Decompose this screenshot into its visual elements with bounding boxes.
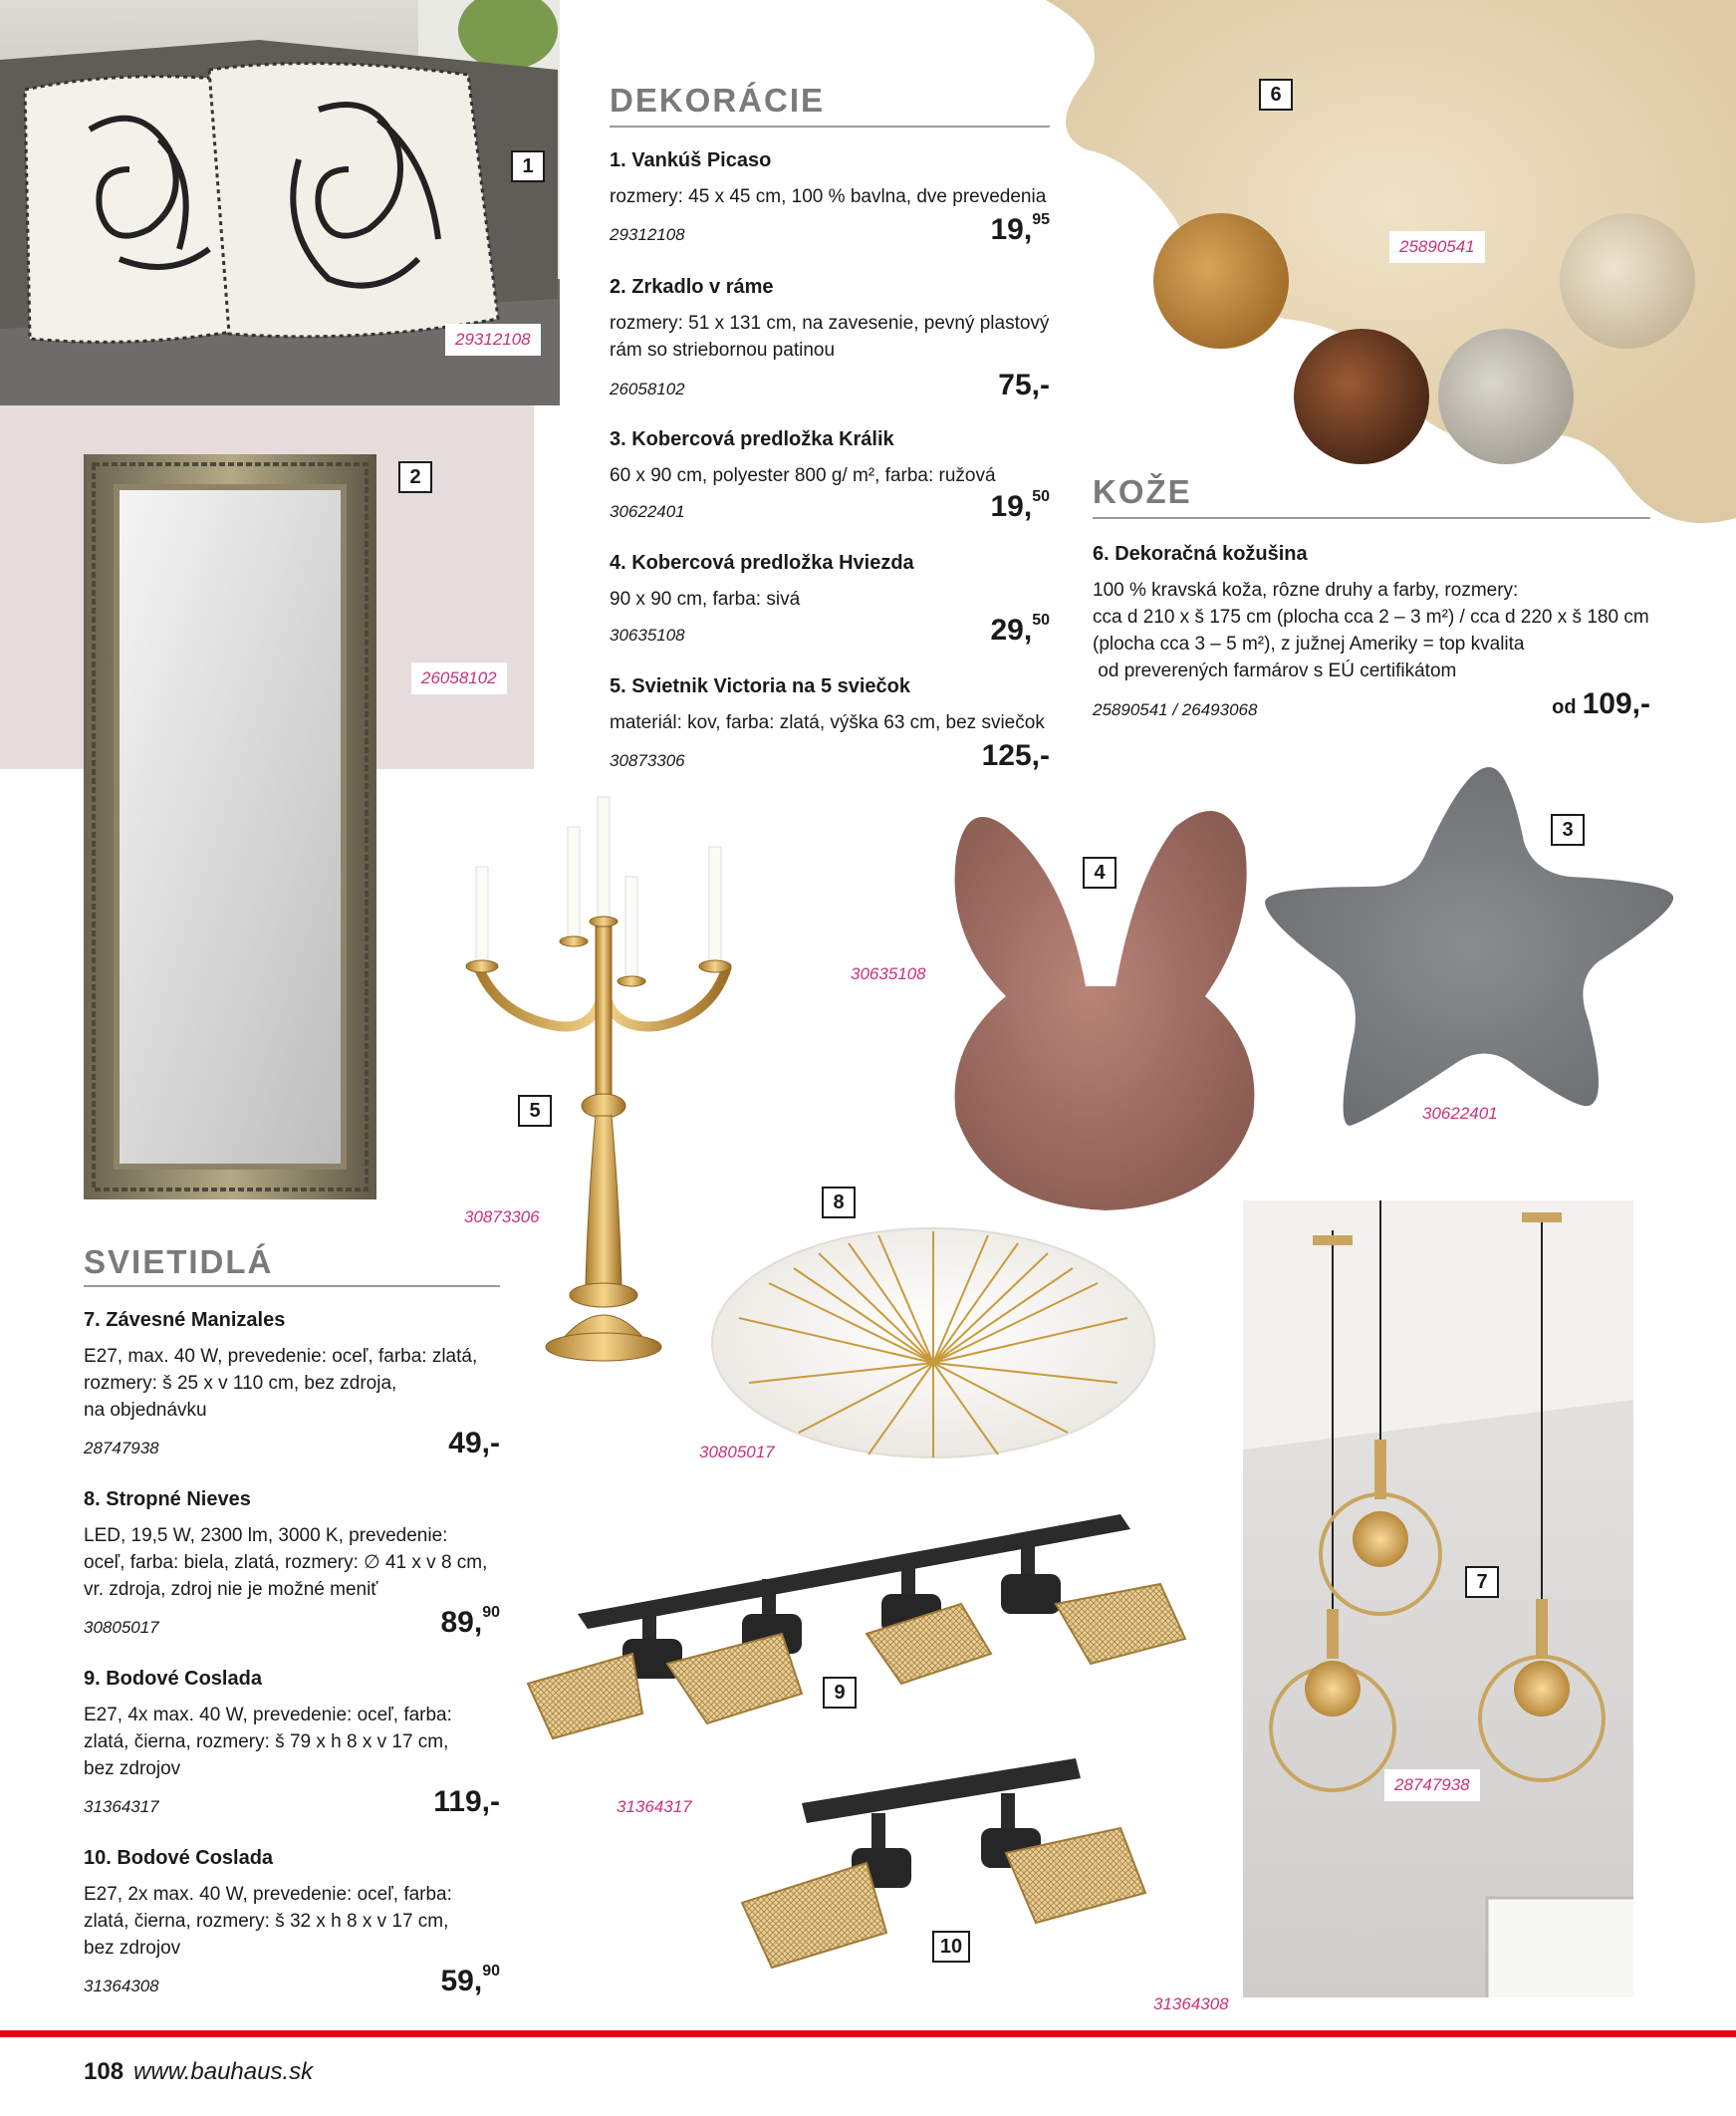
price-main-5: 125,- (981, 739, 1050, 772)
star-rug-photo (1260, 762, 1678, 1131)
product-title-10: 10. Bodové Coslada (84, 1847, 274, 1869)
section-title-svietidla: SVIETIDLÁ (84, 1243, 274, 1280)
product-code-10: 31364308 (84, 1977, 159, 1995)
tag-star-rug: 30622401 (1412, 1098, 1508, 1130)
tag-bunny-rug: 30635108 (841, 958, 936, 990)
product-code-1: 29312108 (610, 225, 685, 244)
tag-spot4: 31364317 (607, 1791, 702, 1823)
product-desc-10c: bez zdrojov (84, 1938, 181, 1959)
product-desc-6d: od preverených farmárov s EÚ certifikátom (1093, 661, 1457, 681)
product-desc-9c: bez zdrojov (84, 1758, 181, 1779)
product-desc-5: materiál: kov, farba: zlatá, výška 63 cm, bez sviečok (610, 712, 1045, 733)
product-desc-4: 90 x 90 cm, farba: sivá (610, 589, 801, 610)
section-title-dekoracie: DEKORÁCIE (610, 82, 826, 119)
image-number-1: 1 (511, 150, 545, 182)
product-desc-1: rozmery: 45 x 45 cm, 100 % bavlna, dve prevedenia (610, 186, 1047, 207)
product-price-1 (956, 213, 1050, 247)
price-sup-3: 50 (1032, 488, 1050, 505)
product-desc-8c: vr. zdroja, zdroj nie je možné meniť (84, 1579, 378, 1600)
product-title-2: 2. Zrkadlo v ráme (610, 276, 774, 298)
product-price-5 (946, 739, 1050, 773)
product-code-2: 26058102 (610, 380, 685, 398)
section-rule-dekoracie (610, 126, 1050, 128)
price-main-3: 19, (990, 490, 1033, 523)
product-desc-6b: cca d 210 x š 175 cm (plocha cca 2 – 3 m²) / cca d 220 x š 180 cm (1093, 607, 1649, 628)
page-number: 108 (84, 2058, 124, 2085)
image-number-8: 8 (822, 1187, 856, 1218)
tag-fur: 25890541 (1389, 231, 1485, 263)
product-code-8: 30805017 (84, 1618, 159, 1637)
tag-candelabra: 30873306 (454, 1201, 550, 1233)
product-title-8: 8. Stropné Nieves (84, 1488, 251, 1510)
product-desc-9b: zlatá, čierna, rozmery: š 79 x h 8 x v 17 cm, (84, 1731, 449, 1752)
product-code-5: 30873306 (610, 751, 685, 770)
ceiling-lamp-photo (709, 1223, 1157, 1462)
product-desc-8b: oceľ, farba: biela, zlatá, rozmery: ∅ 41 x v 8 cm, (84, 1552, 488, 1573)
product-price-10 (398, 1965, 500, 1998)
footer-red-line (0, 2030, 1736, 2037)
tag-mirror: 26058102 (411, 662, 507, 694)
product-code-4: 30635108 (610, 626, 685, 645)
product-code-3: 30622401 (610, 502, 685, 521)
tag-spot2: 31364308 (1143, 1988, 1239, 2020)
price-main-1: 19, (990, 213, 1033, 246)
price-main-7: 49,- (448, 1427, 500, 1459)
tag-pendant: 28747938 (1384, 1769, 1480, 1801)
product-desc-7a: E27, max. 40 W, prevedenie: oceľ, farba: zlatá, (84, 1346, 478, 1367)
product-desc-7c: na objednávku (84, 1400, 207, 1421)
image-number-10: 10 (932, 1931, 970, 1963)
price-main-4: 29, (990, 614, 1033, 647)
product-code-7: 28747938 (84, 1439, 159, 1457)
product-title-3: 3. Kobercová predložka Králik (610, 428, 894, 450)
product-price-6 (1494, 687, 1650, 721)
product-desc-10b: zlatá, čierna, rozmery: š 32 x h 8 x v 17 cm, (84, 1911, 449, 1932)
image-number-9: 9 (823, 1677, 857, 1709)
pendant-lamp-photo (1243, 1200, 1633, 1997)
image-number-4: 4 (1083, 857, 1116, 889)
price-main-9: 119,- (433, 1785, 500, 1818)
product-code-6: 25890541 / 26493068 (1093, 700, 1258, 719)
product-price-2 (946, 369, 1050, 402)
price-sup-8: 90 (482, 1604, 500, 1621)
price-from-6: od (1552, 696, 1577, 718)
product-price-3 (956, 490, 1050, 524)
price-main-10: 59, (440, 1965, 483, 1997)
product-title-6: 6. Dekoračná kožušina (1093, 543, 1308, 565)
price-sup-10: 90 (482, 1963, 500, 1980)
image-number-6: 6 (1259, 79, 1293, 111)
price-sup-4: 50 (1032, 612, 1050, 629)
image-number-2: 2 (398, 461, 432, 493)
product-code-9: 31364317 (84, 1797, 159, 1816)
product-desc-6a: 100 % kravská koža, rôzne druhy a farby, rozmery: (1093, 580, 1519, 601)
product-desc-7b: rozmery: š 25 x v 110 cm, bez zdroja, (84, 1373, 397, 1394)
product-title-4: 4. Kobercová predložka Hviezda (610, 552, 914, 574)
product-desc-2b: rám so striebornou patinou (610, 340, 836, 361)
section-title-koze: KOŽE (1093, 473, 1192, 510)
product-price-8 (398, 1606, 500, 1640)
fur-hide-photo (1026, 0, 1736, 538)
price-main-8: 89, (440, 1606, 483, 1639)
product-price-7 (398, 1427, 500, 1460)
image-number-3: 3 (1551, 814, 1585, 846)
product-title-9: 9. Bodové Coslada (84, 1668, 262, 1690)
product-title-1: 1. Vankúš Picaso (610, 149, 772, 171)
price-main-2: 75,- (998, 369, 1050, 401)
image-number-5: 5 (518, 1095, 552, 1127)
footer (84, 2058, 313, 2086)
section-rule-svietidla (84, 1285, 500, 1287)
product-price-9 (398, 1785, 500, 1819)
product-desc-9a: E27, 4x max. 40 W, prevedenie: oceľ, farba: (84, 1705, 452, 1725)
product-title-7: 7. Závesné Manizales (84, 1309, 286, 1331)
price-sup-1: 95 (1032, 211, 1050, 228)
footer-website-link[interactable]: www.bauhaus.sk (133, 2058, 314, 2085)
product-desc-2a: rozmery: 51 x 131 cm, na zavesenie, pevný plastový (610, 313, 1050, 334)
price-main-6: 109,- (1582, 687, 1650, 720)
product-desc-3: 60 x 90 cm, polyester 800 g/ m², farba: ružová (610, 465, 996, 486)
product-title-5: 5. Svietnik Victoria na 5 sviečok (610, 675, 911, 697)
product-desc-6c: (plocha cca 3 – 5 m²), z južnej Ameriky = top kvalita (1093, 634, 1525, 655)
image-number-7: 7 (1465, 1566, 1499, 1598)
spotlight-4-photo (523, 1504, 1190, 1743)
tag-cushion: 29312108 (445, 324, 541, 356)
section-rule-koze (1093, 517, 1650, 519)
product-desc-8a: LED, 19,5 W, 2300 lm, 3000 K, prevedenie: (84, 1525, 448, 1546)
mirror-photo (84, 454, 376, 1199)
product-desc-10a: E27, 2x max. 40 W, prevedenie: oceľ, farba: (84, 1884, 452, 1905)
product-price-4 (956, 614, 1050, 648)
tag-ceiling-lamp: 30805017 (689, 1437, 785, 1468)
